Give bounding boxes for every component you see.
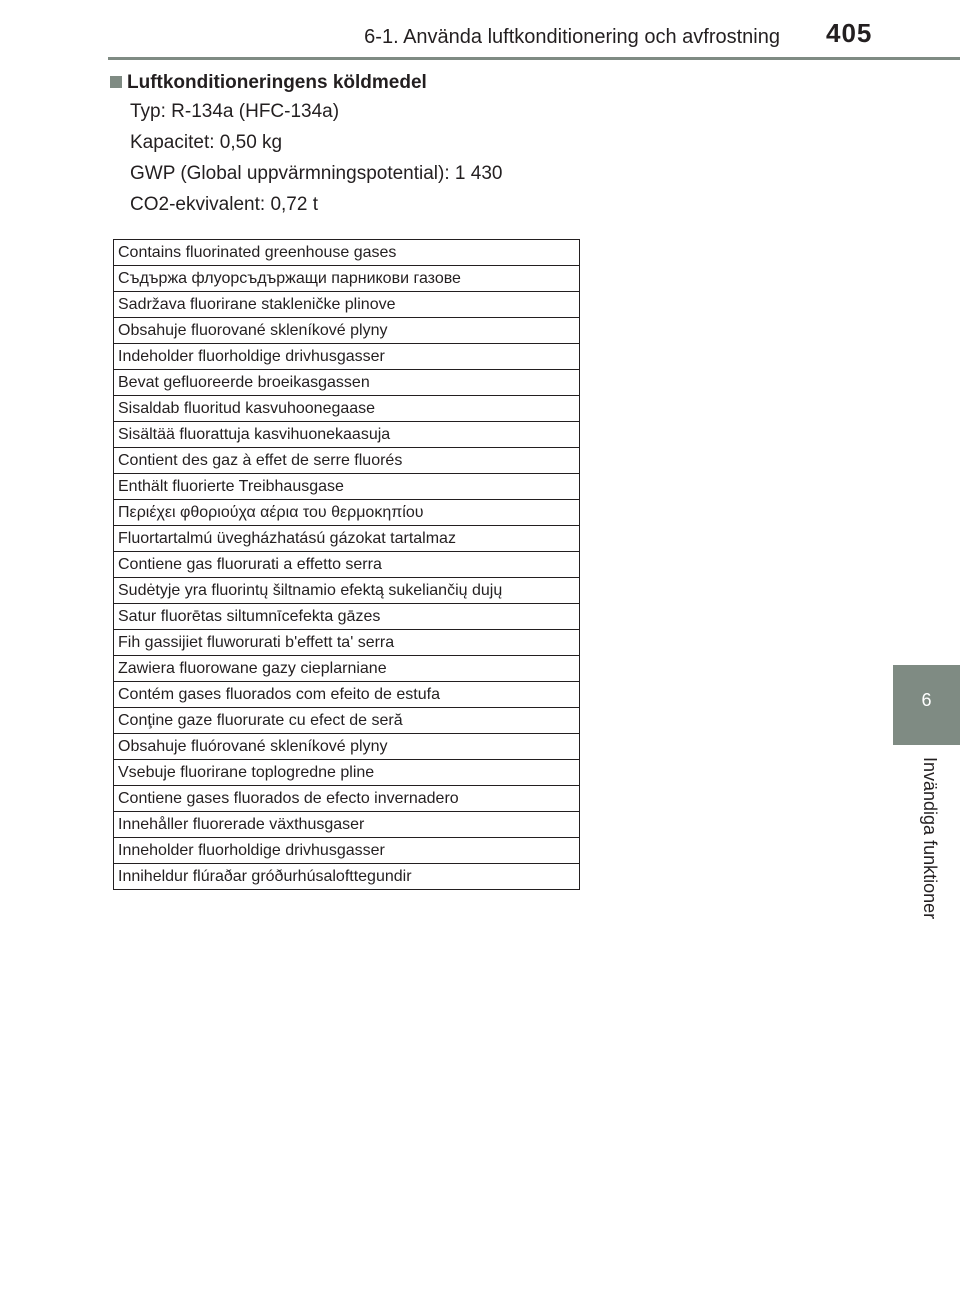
table-cell: Sadržava fluorirane stakleničke plinove — [114, 292, 580, 318]
header-divider — [108, 57, 960, 60]
spec-gwp: GWP (Global uppvärmningspotential): 1 430 — [130, 163, 503, 184]
table-cell: Conţine gaze fluorurate cu efect de seră — [114, 708, 580, 734]
table-cell: Sisaldab fluoritud kasvuhoonegaase — [114, 396, 580, 422]
table-cell: Bevat gefluoreerde broeikasgassen — [114, 370, 580, 396]
table-cell: Obsahuje fluórované skleníkové plyny — [114, 734, 580, 760]
table-row — [114, 240, 580, 266]
table-cell: Inneholder fluorholdige drivhusgasser — [114, 838, 580, 864]
table-row — [114, 344, 580, 370]
table-cell: Fih gassijiet fluworurati b'effett ta' serra — [114, 630, 580, 656]
chapter-tab-label: Invändiga funktioner — [920, 757, 940, 920]
table-cell: Sisältää fluorattuja kasvihuonekaasuja — [114, 422, 580, 448]
table-cell: Obsahuje fluorované skleníkové plyny — [114, 318, 580, 344]
table-row — [114, 370, 580, 396]
refrigerant-section — [110, 70, 710, 220]
table-row — [114, 526, 580, 552]
page-number: 405 — [826, 18, 873, 48]
spec-co2-equivalent: CO2-ekvivalent: 0,72 t — [130, 194, 318, 215]
table-cell: Satur fluorētas siltumnīcefekta gāzes — [114, 604, 580, 630]
table-cell: Sudėtyje yra fluorintų šiltnamio efektą sukeliančių dujų — [114, 578, 580, 604]
table-row — [114, 474, 580, 500]
table-cell: Съдържа флуорсъдържащи парникови газове — [114, 266, 580, 292]
table-row — [114, 578, 580, 604]
square-bullet-icon — [110, 76, 122, 88]
table-row — [114, 500, 580, 526]
chapter-title: 6-1. Använda luftkonditionering och avfrostning — [364, 26, 780, 48]
section-heading — [110, 70, 710, 96]
table-cell: Zawiera fluorowane gazy cieplarniane — [114, 656, 580, 682]
table-cell: Inniheldur flúraðar gróðurhúsalofttegundir — [114, 864, 580, 890]
table-cell: Contiene gas fluorurati a effetto serra — [114, 552, 580, 578]
table-cell: Contém gases fluorados com efeito de estufa — [114, 682, 580, 708]
chapter-tab-number: 6 — [921, 690, 932, 710]
page-header — [0, 0, 960, 60]
spec-type: Typ: R-134a (HFC-134a) — [130, 101, 340, 122]
chapter-tab[interactable] — [893, 665, 960, 745]
table-cell: Vsebuje fluorirane toplogredne pline — [114, 760, 580, 786]
table-row — [114, 838, 580, 864]
table-row — [114, 656, 580, 682]
table-row — [114, 630, 580, 656]
table-row — [114, 448, 580, 474]
table-row — [114, 552, 580, 578]
table-row — [114, 760, 580, 786]
table-cell: Περιέχει φθοριούχα αέρια του θερμοκηπίου — [114, 500, 580, 526]
table-cell: Contient des gaz à effet de serre fluorés — [114, 448, 580, 474]
table-cell: Contiene gases fluorados de efecto invernadero — [114, 786, 580, 812]
table-cell: Indeholder fluorholdige drivhusgasser — [114, 344, 580, 370]
table-cell: Enthält fluorierte Treibhausgase — [114, 474, 580, 500]
table-row — [114, 266, 580, 292]
table-row — [114, 422, 580, 448]
table-row — [114, 292, 580, 318]
table-cell: Innehåller fluorerade växthusgaser — [114, 812, 580, 838]
spec-capacity: Kapacitet: 0,50 kg — [130, 132, 283, 153]
section-heading-text: Luftkonditioneringens köldmedel — [127, 72, 427, 93]
table-row — [114, 734, 580, 760]
table-row — [114, 396, 580, 422]
table-row — [114, 604, 580, 630]
table-cell: Contains fluorinated greenhouse gases — [114, 240, 580, 266]
table-row — [114, 318, 580, 344]
table-cell: Fluortartalmú üvegházhatású gázokat tartalmaz — [114, 526, 580, 552]
table-row — [114, 682, 580, 708]
table-row — [114, 812, 580, 838]
fluorinated-gas-table — [113, 239, 580, 890]
table-row — [114, 708, 580, 734]
table-row — [114, 864, 580, 890]
table-row — [114, 786, 580, 812]
